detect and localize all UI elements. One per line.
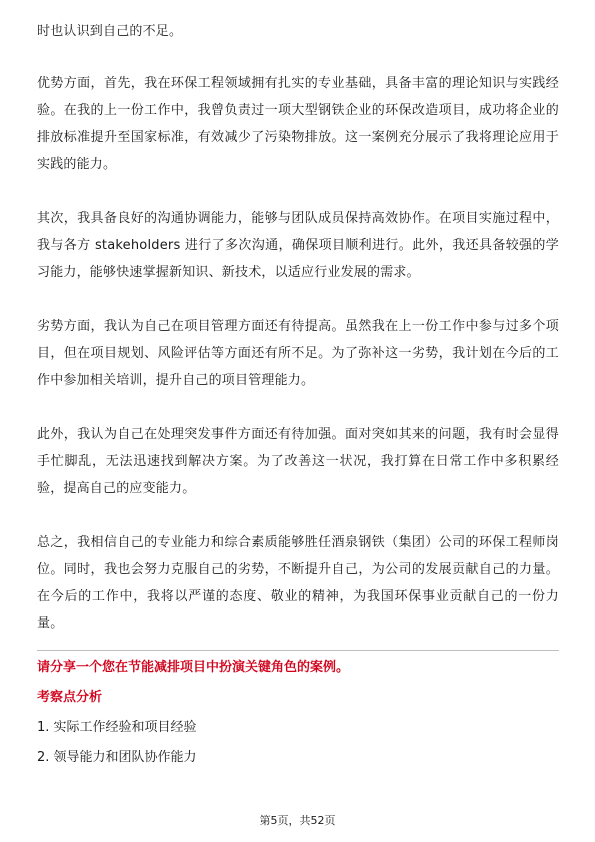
paragraph-weakness-management: 劣势方面，我认为自己在项目管理方面还有待提高。虽然我在上一份工作中参与过多个项目，但在项目规划、风险评估等方面还有所不足。为了弥补这一劣势，我计划在今后的工作中参加相关培训，提升自己的项目管理能力。: [37, 319, 559, 388]
paragraph-strengths: 优势方面，首先，我在环保工程领域拥有扎实的专业基础，具备丰富的理论知识与实践经验。在我的上一份工作中，我曾负责过一项大型钢铁企业的环保改造项目，成功将企业的排放标准提升至国家标准，有效减少了污染物排放。这一案例充分展示了我将理论应用于实践的能力。: [37, 76, 559, 172]
analysis-item: 2. 领导能力和团队协作能力: [37, 750, 197, 765]
analysis-item: 1. 实际工作经验和项目经验: [37, 720, 197, 735]
analysis-title: 考察点分析: [37, 690, 103, 705]
paragraph-conclusion: 总之，我相信自己的专业能力和综合素质能够胜任酒泉钢铁（集团）公司的环保工程师岗位。同时，我也会努力克服自己的劣势，不断提升自己，为公司的发展贡献自己的力量。在今后的工作中，我将以严谨的态度、敬业的精神，为我国环保事业贡献自己的一份力量。: [37, 535, 559, 631]
page-number: 第5页，共52页: [259, 814, 336, 827]
paragraph-weakness-emergency: 此外，我认为自己在处理突发事件方面还有待加强。面对突如其来的问题，我有时会显得手忙脚乱，无法迅速找到解决方案。为了改善这一状况，我打算在日常工作中多积累经验，提高自己的应变能力。: [37, 427, 559, 496]
page-content: [37, 18, 559, 773]
interview-question: 请分享一个您在节能减排项目中扮演关键角色的案例。: [37, 660, 350, 675]
paragraph-communication: 其次，我具备良好的沟通协调能力，能够与团队成员保持高效协作。在项目实施过程中，我与各方 stakeholders 进行了多次沟通，确保项目顺利进行。此外，我还具备较强的学习能力，能够快速掌握新知识、新技术，以适应行业发展的需求。: [37, 211, 559, 280]
section-divider: [37, 650, 559, 651]
paragraph-continuation: 时也认识到自己的不足。: [37, 24, 183, 39]
